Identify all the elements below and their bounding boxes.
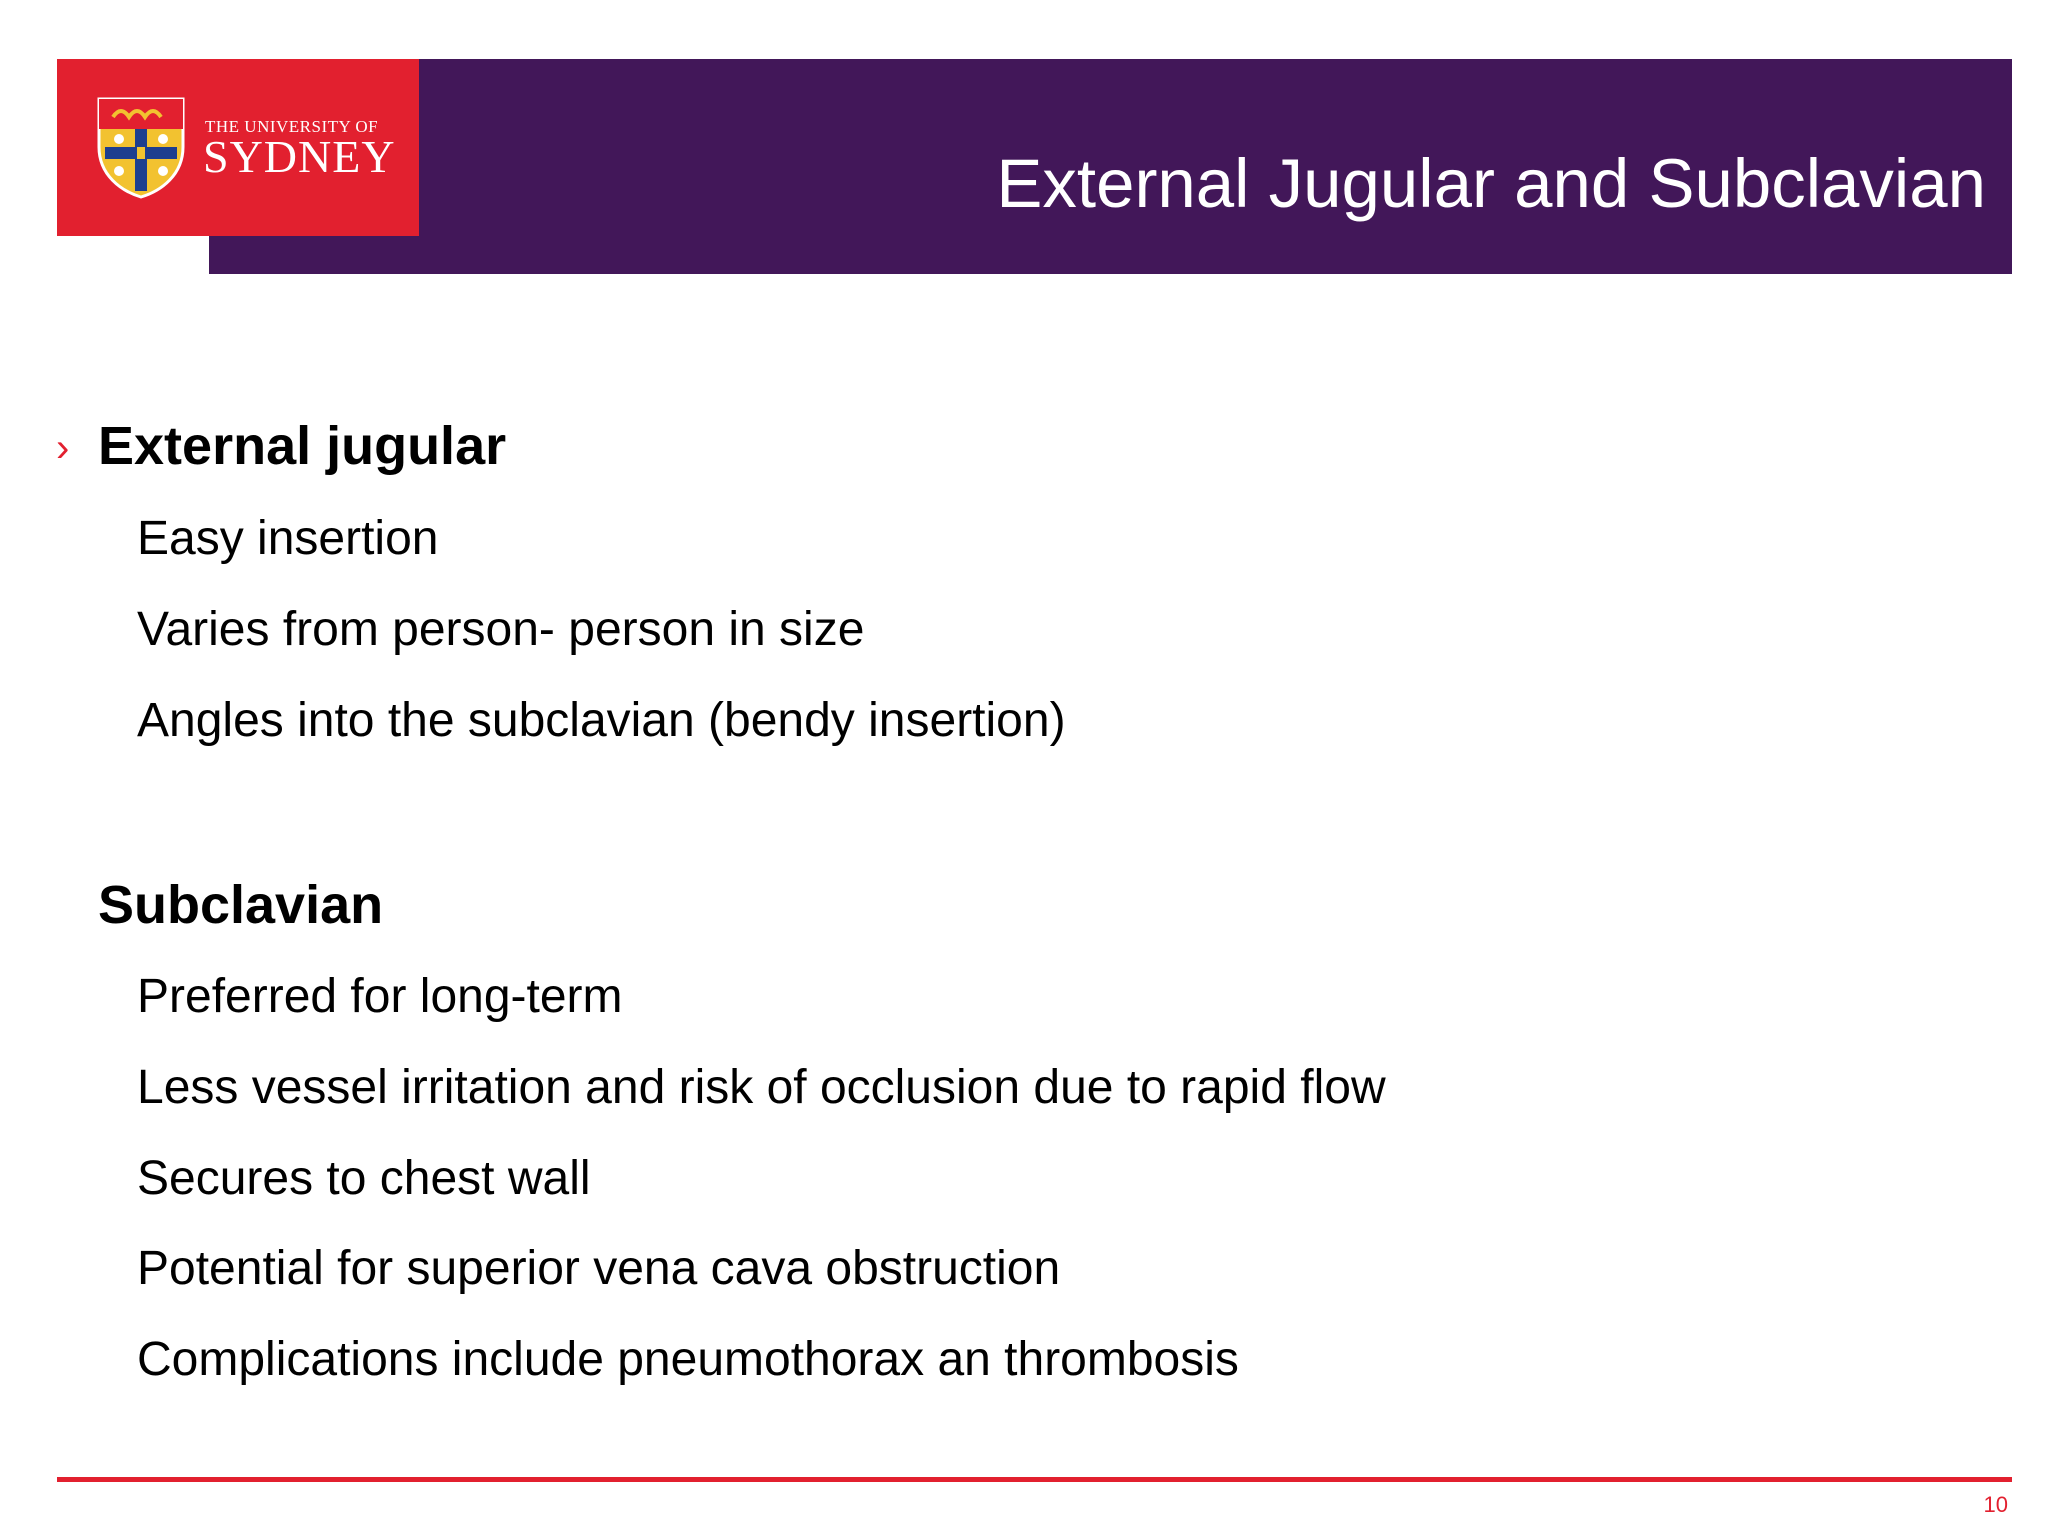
bullet-chevron-icon: ›: [56, 426, 70, 470]
logo-line-1: THE UNIVERSITY OF: [205, 117, 379, 136]
university-logo: [57, 59, 419, 236]
list-item: Potential for superior vena cava obstruction: [137, 1242, 1061, 1295]
section-heading-external-jugular: External jugular: [98, 416, 507, 476]
list-item: Secures to chest wall: [137, 1152, 591, 1205]
list-item: Preferred for long-term: [137, 970, 623, 1023]
section-heading-subclavian: Subclavian: [98, 875, 384, 935]
list-item: Easy insertion: [137, 512, 439, 565]
page-number: 10: [1983, 1492, 2008, 1517]
title-bar: [209, 59, 2012, 274]
slide-title: External Jugular and Subclavian: [996, 145, 1986, 222]
list-item: Varies from person- person in size: [137, 603, 865, 656]
crest-icon: [95, 95, 187, 199]
logo-line-2: SYDNEY: [203, 131, 396, 182]
list-item: Less vessel irritation and risk of occlusion due to rapid flow: [137, 1061, 1386, 1114]
list-item: Angles into the subclavian (bendy insertion): [137, 694, 1066, 747]
list-item: Complications include pneumothorax an thrombosis: [137, 1333, 1239, 1386]
footer-divider: [57, 1477, 2012, 1482]
